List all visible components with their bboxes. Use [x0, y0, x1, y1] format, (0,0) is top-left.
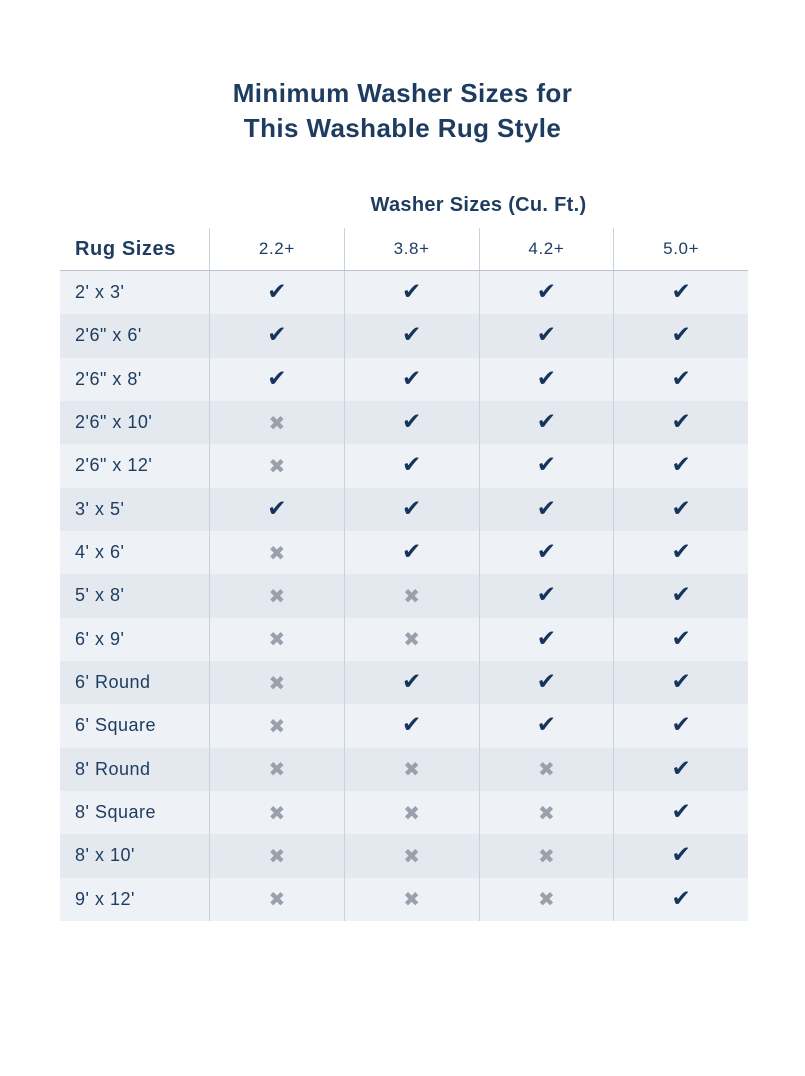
rug-size-label: 6' x 9': [75, 628, 125, 649]
fit-cell: [613, 358, 748, 401]
fit-cell: [209, 618, 344, 661]
fit-cell: [479, 314, 614, 357]
table-header-row: [60, 228, 748, 271]
fit-cell: [613, 488, 748, 531]
fit-cell: [209, 878, 344, 921]
rug-size-label: 2'6" x 12': [75, 455, 153, 476]
x-icon: ✖: [268, 713, 286, 738]
x-icon: ✖: [537, 757, 555, 782]
check-icon: ✔: [671, 885, 691, 912]
column-header-washer-size: 4.2+: [479, 228, 614, 270]
x-icon: ✖: [268, 757, 286, 782]
fit-cell: [479, 878, 614, 921]
page-title-line2: This Washable Rug Style: [243, 113, 562, 143]
check-icon: ✔: [401, 712, 422, 739]
fit-cell: [344, 444, 479, 487]
check-icon: ✔: [401, 495, 422, 522]
check-icon: ✔: [536, 365, 557, 392]
fit-cell: [344, 704, 479, 747]
fit-cell: [344, 531, 479, 574]
fit-cell: [209, 748, 344, 791]
fit-cell: [344, 748, 479, 791]
fit-cell: [209, 531, 344, 574]
column-header-washer-size: 3.8+: [344, 228, 479, 270]
fit-cell: [613, 531, 748, 574]
check-icon: ✔: [671, 279, 691, 306]
check-icon: ✔: [671, 755, 691, 782]
fit-cell: [209, 271, 344, 314]
table-row: [60, 271, 748, 314]
fit-cell: [209, 661, 344, 704]
table-row: [60, 834, 748, 877]
fit-cell: [613, 314, 748, 357]
check-icon: ✔: [267, 279, 287, 306]
x-icon: ✖: [537, 843, 555, 868]
check-icon: ✔: [671, 365, 691, 392]
x-icon: ✖: [268, 887, 286, 912]
x-icon: ✖: [268, 453, 286, 478]
fit-cell: [613, 661, 748, 704]
check-icon: ✔: [536, 322, 557, 349]
check-icon: ✔: [671, 409, 691, 436]
x-icon: ✖: [403, 627, 420, 652]
column-header-washer-size: 5.0+: [613, 228, 748, 270]
table-row: [60, 358, 748, 401]
fit-cell: [613, 834, 748, 877]
fit-cell: [479, 488, 614, 531]
fit-cell: [479, 661, 614, 704]
fit-cell: [613, 618, 748, 661]
check-icon: ✔: [671, 799, 691, 826]
fit-cell: [344, 401, 479, 444]
fit-cell: [344, 661, 479, 704]
check-icon: ✔: [671, 539, 691, 566]
fit-cell: [479, 704, 614, 747]
fit-cell: [344, 358, 479, 401]
x-icon: ✖: [403, 887, 420, 912]
check-icon: ✔: [536, 582, 557, 609]
fit-cell: [479, 748, 614, 791]
page-title-line1: Minimum Washer Sizes for: [232, 78, 573, 108]
table-row: [60, 314, 748, 357]
table-row: [60, 878, 748, 921]
check-icon: ✔: [671, 669, 691, 696]
fit-cell: [209, 488, 344, 531]
table-row: [60, 531, 748, 574]
check-icon: ✔: [671, 712, 691, 739]
fit-cell: [344, 834, 479, 877]
fit-cell: [613, 704, 748, 747]
table-row: [60, 488, 748, 531]
table-row: [60, 791, 748, 834]
column-header-washer-size: 2.2+: [209, 228, 344, 270]
check-icon: ✔: [401, 279, 422, 306]
washer-size-table: [60, 194, 748, 921]
check-icon: ✔: [401, 669, 422, 696]
check-icon: ✔: [401, 365, 422, 392]
check-icon: ✔: [401, 452, 422, 479]
fit-cell: [344, 314, 479, 357]
x-icon: ✖: [403, 583, 420, 608]
table-row: [60, 661, 748, 704]
fit-cell: [613, 748, 748, 791]
check-icon: ✔: [536, 539, 557, 566]
fit-cell: [209, 574, 344, 617]
fit-cell: [479, 791, 614, 834]
check-icon: ✔: [536, 669, 557, 696]
table-row: [60, 574, 748, 617]
x-icon: ✖: [403, 800, 420, 825]
check-icon: ✔: [536, 409, 557, 436]
x-icon: ✖: [268, 670, 286, 695]
fit-cell: [479, 531, 614, 574]
rug-size-label: 8' Square: [75, 802, 156, 823]
fit-cell: [613, 271, 748, 314]
rug-size-label: 8' Round: [75, 758, 151, 779]
fit-cell: [479, 401, 614, 444]
check-icon: ✔: [401, 539, 422, 566]
check-icon: ✔: [536, 625, 557, 652]
check-icon: ✔: [401, 409, 422, 436]
check-icon: ✔: [671, 625, 691, 652]
check-icon: ✔: [671, 582, 691, 609]
fit-cell: [209, 834, 344, 877]
check-icon: ✔: [536, 712, 557, 739]
fit-cell: [344, 878, 479, 921]
fit-cell: [344, 574, 479, 617]
check-icon: ✔: [536, 452, 557, 479]
x-icon: ✖: [268, 410, 286, 435]
fit-cell: [613, 401, 748, 444]
fit-cell: [344, 618, 479, 661]
rug-size-label: 5' x 8': [75, 585, 125, 606]
check-icon: ✔: [671, 322, 691, 349]
x-icon: ✖: [403, 843, 420, 868]
fit-cell: [479, 834, 614, 877]
fit-cell: [209, 704, 344, 747]
check-icon: ✔: [267, 322, 287, 349]
fit-cell: [479, 574, 614, 617]
rug-size-label: 2'6" x 6': [75, 325, 142, 346]
x-icon: ✖: [268, 800, 286, 825]
table-row: [60, 444, 748, 487]
fit-cell: [479, 271, 614, 314]
rug-size-label: 2'6" x 8': [75, 368, 142, 389]
washer-sizes-group-header: Washer Sizes (Cu. Ft.): [370, 194, 587, 216]
table-row: [60, 748, 748, 791]
fit-cell: [344, 791, 479, 834]
fit-cell: [209, 314, 344, 357]
fit-cell: [613, 878, 748, 921]
table-row: [60, 401, 748, 444]
column-header-rug-sizes: Rug Sizes: [75, 237, 176, 260]
check-icon: ✔: [536, 279, 557, 306]
x-icon: ✖: [537, 887, 555, 912]
check-icon: ✔: [671, 842, 691, 869]
rug-size-label: 2'6" x 10': [75, 412, 153, 433]
rug-size-label: 6' Round: [75, 672, 151, 693]
fit-cell: [209, 401, 344, 444]
page-title: [0, 76, 805, 146]
fit-cell: [613, 791, 748, 834]
fit-cell: [479, 618, 614, 661]
x-icon: ✖: [268, 627, 286, 652]
fit-cell: [344, 271, 479, 314]
check-icon: ✔: [401, 322, 422, 349]
fit-cell: [209, 791, 344, 834]
table-row: [60, 704, 748, 747]
fit-cell: [613, 574, 748, 617]
rug-size-label: 2' x 3': [75, 282, 125, 303]
fit-cell: [209, 358, 344, 401]
check-icon: ✔: [267, 495, 287, 522]
x-icon: ✖: [537, 800, 555, 825]
rug-size-label: 8' x 10': [75, 845, 135, 866]
rug-size-label: 4' x 6': [75, 542, 125, 563]
fit-cell: [209, 444, 344, 487]
rug-size-label: 6' Square: [75, 715, 156, 736]
x-icon: ✖: [268, 583, 286, 608]
table-row: [60, 618, 748, 661]
check-icon: ✔: [671, 452, 691, 479]
rug-size-label: 9' x 12': [75, 888, 135, 909]
x-icon: ✖: [403, 757, 420, 782]
fit-cell: [479, 358, 614, 401]
check-icon: ✔: [536, 495, 557, 522]
fit-cell: [613, 444, 748, 487]
check-icon: ✔: [671, 495, 691, 522]
x-icon: ✖: [268, 843, 286, 868]
fit-cell: [479, 444, 614, 487]
washer-size-infographic: [0, 76, 805, 921]
check-icon: ✔: [267, 365, 287, 392]
table-body: [60, 271, 748, 921]
x-icon: ✖: [268, 540, 286, 565]
fit-cell: [344, 488, 479, 531]
rug-size-label: 3' x 5': [75, 498, 125, 519]
